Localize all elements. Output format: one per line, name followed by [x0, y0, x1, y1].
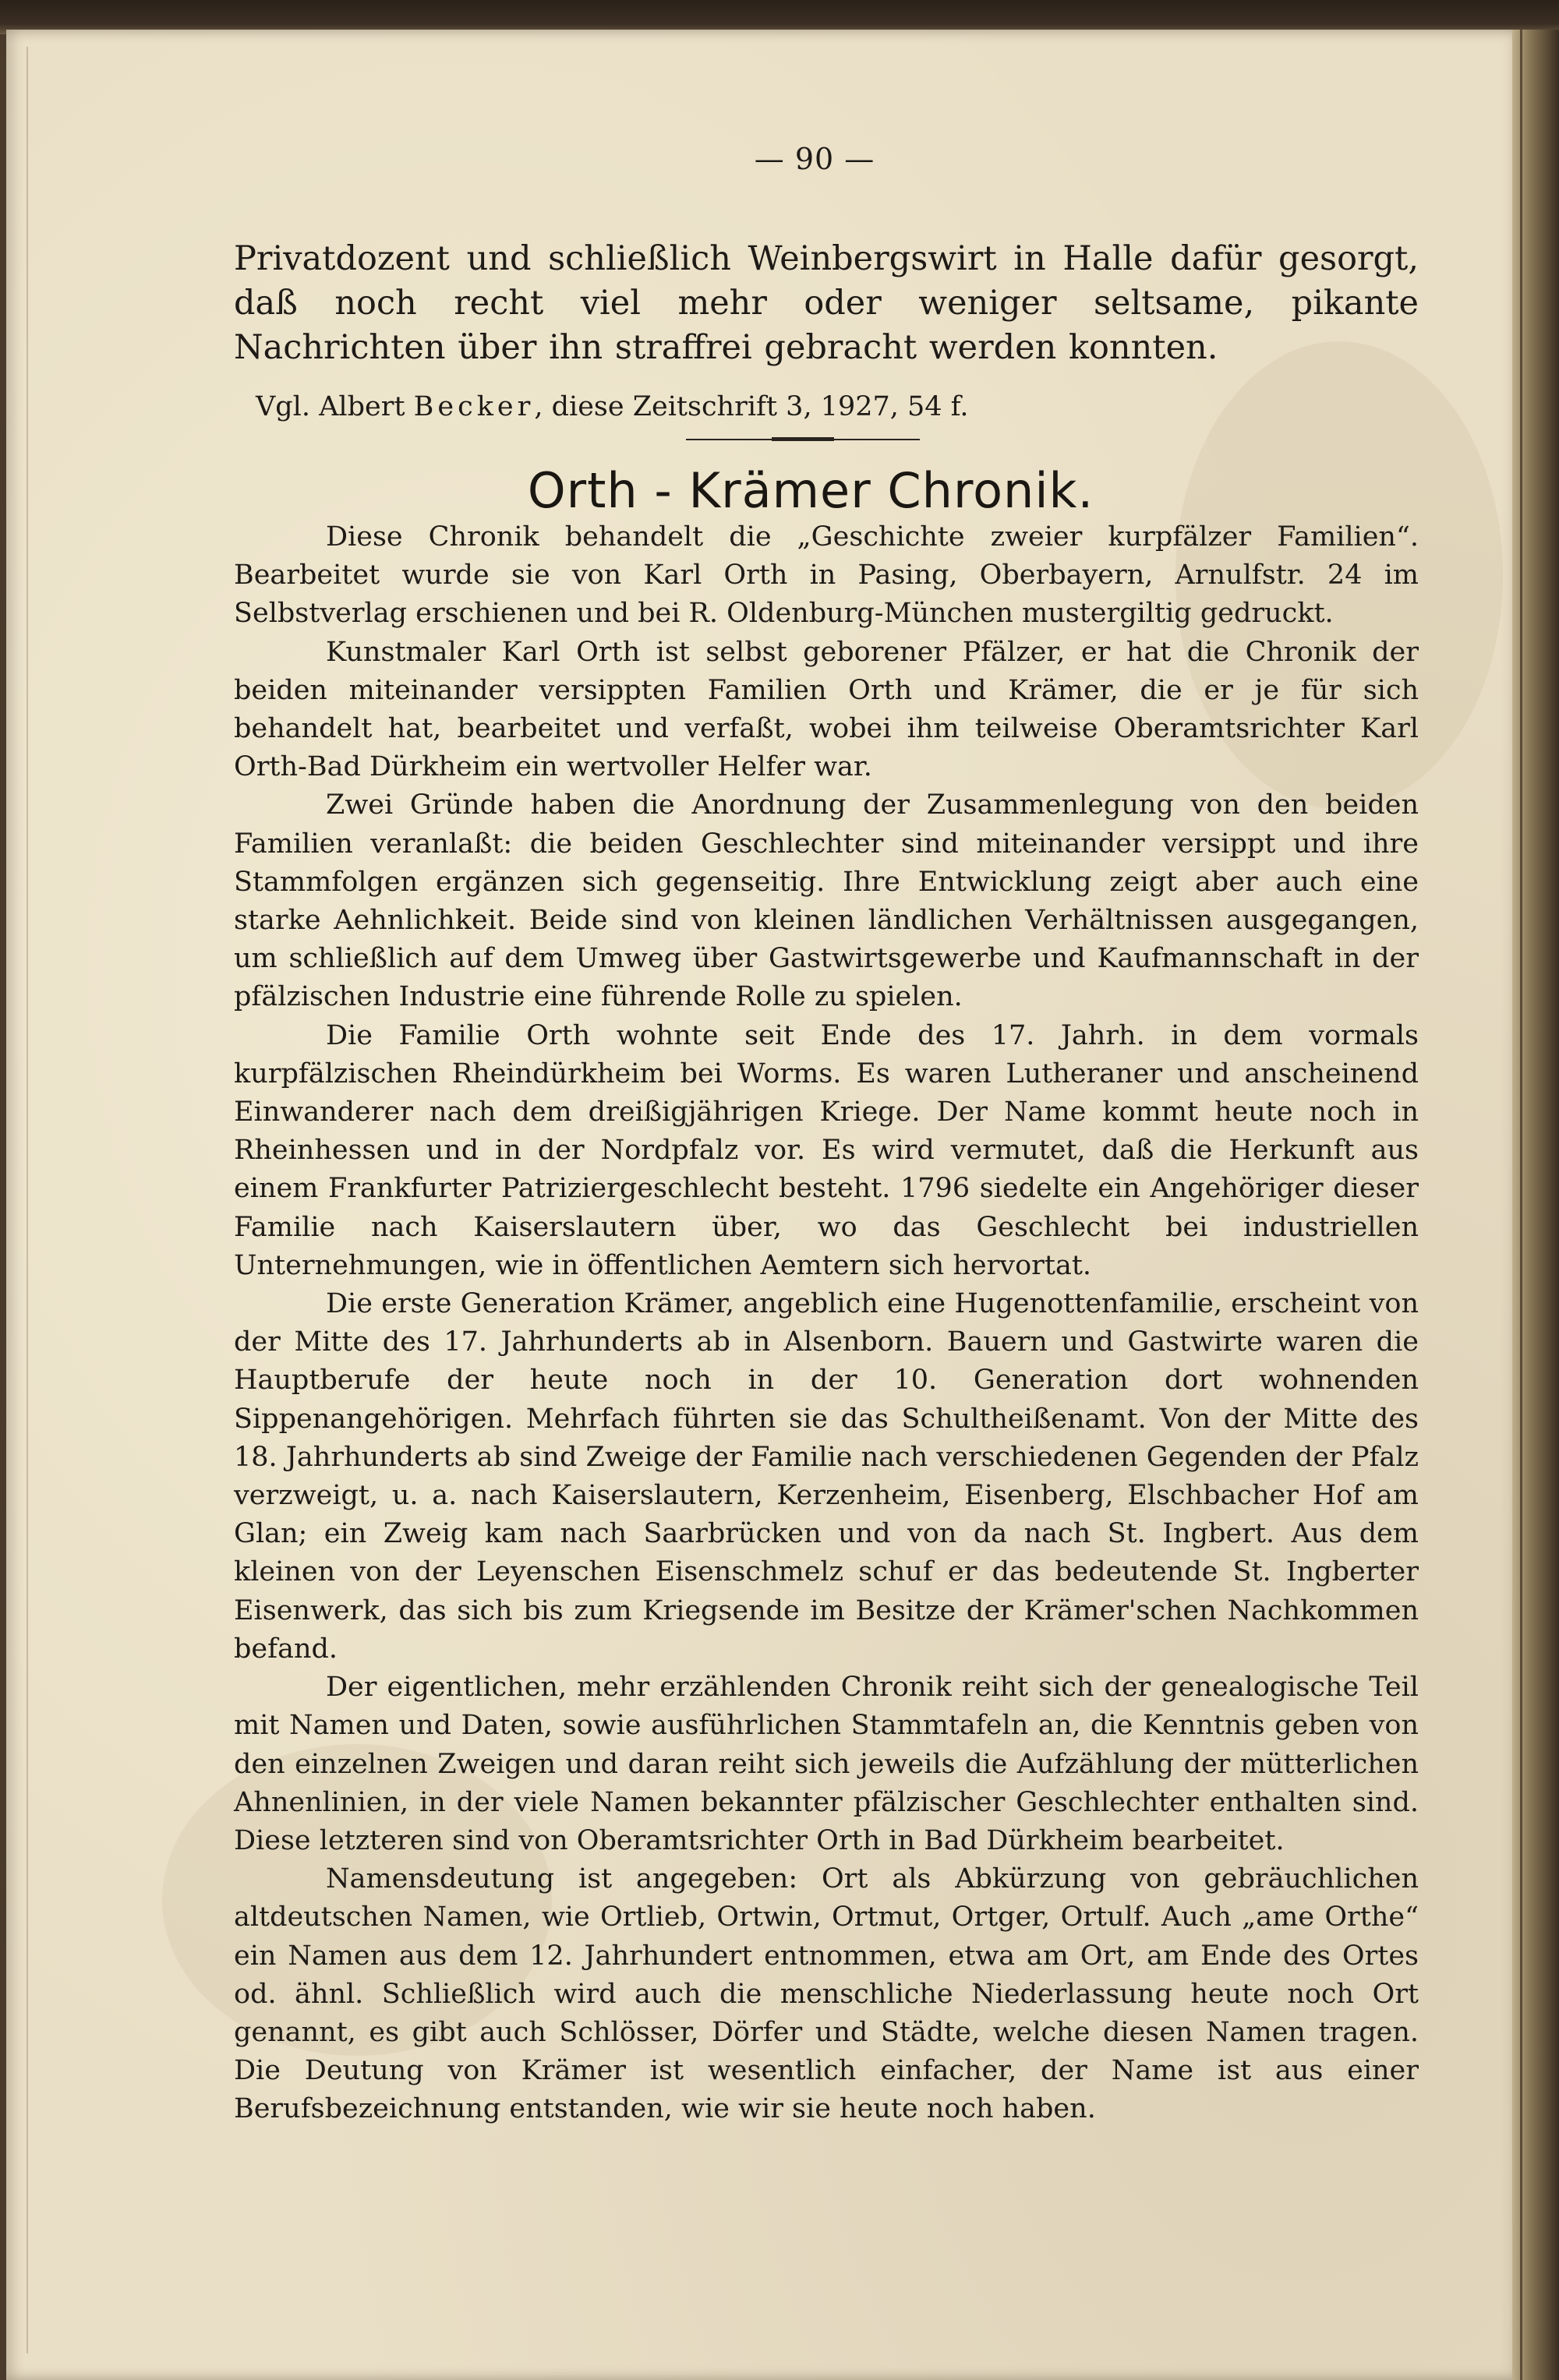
article-paragraph: Kunstmaler Karl Orth ist selbst geborener Pfälzer, er hat die Chronik der beiden miteinander versippten Familien Orth und Krämer, die er je für sich behandelt hat, bearbeitet und verfaßt, wobei ihm teilweise Oberamtsrichter Karl Orth-Bad Dürkheim ein wertvoller Helfer war.	[234, 636, 1419, 783]
reference-prefix: Vgl. Albert	[256, 391, 405, 422]
article-paragraph: Namensdeutung ist angegeben: Ort als Abkürzung von gebräuchlichen altdeutschen Namen, wie Ortlieb, Ortwin, Ortmut, Ortger, Ortulf. Auch „ame Orthe“ ein Namen aus dem 12. Jahrhundert entnommen, etwa am Ort, am Ende des Ortes od. ähnl. Schließlich wird auch die menschliche Niederlassung heute noch Ort genannt, es gibt auch Schlösser, Dörfer und Städte, welche diesen Namen tragen. Die Deutung von Krämer ist wesentlich einfacher, der Name ist aus einer Berufsbezeichnung entstanden, wie wir sie heute noch haben.	[234, 1863, 1419, 2125]
binding-edge	[1512, 30, 1559, 2380]
reference-line	[256, 388, 969, 426]
article-paragraph: Zwei Gründe haben die Anordnung der Zusammenlegung von den beiden Familien veranlaßt: die beiden Geschlechter sind miteinander versippt und ihre Stammfolgen ergänzen sich gegenseitig. Ihre Entwicklung zeigt aber auch eine starke Aehnlichkeit. Beide sind von kleinen ländlichen Verhältnissen ausgegangen, um schließlich auf dem Umweg über Gastwirtsgewerbe und Kaufmannschaft in der pfälzischen Industrie eine führende Rolle zu spielen.	[234, 789, 1419, 1013]
article-body	[234, 518, 1419, 2129]
article-paragraph: Die erste Generation Krämer, angeblich eine Hugenottenfamilie, erscheint von der Mitte des 17. Jahrhunderts ab in Alsenborn. Bauern und Gastwirte waren die Hauptberufe der heute noch in der 10. Generation dort wohnenden Sippenangehörigen. Mehrfach führten sie das Schultheißenamt. Von der Mitte des 18. Jahrhunderts ab sind Zweige der Familie nach verschiedenen Gegenden der Pfalz verzweigt, u. a. nach Kaiserslautern, Kerzenheim, Eisenberg, Elschbacher Hof am Glan; ein Zweig kam nach Saarbrücken und von da nach St. Ingbert. Aus dem kleinen von der Leyenschen Eisenschmelz schuf er das bedeutende St. Ingberter Eisenwerk, das sich bis zum Kriegsende im Besitze der Krämer'schen Nachkommen befand.	[234, 1288, 1419, 1665]
section-heading: Orth - Krämer Chronik.	[527, 462, 1094, 519]
intro-text: Privatdozent und schließlich Weinbergswirt in Halle dafür gesorgt, daß noch recht viel mehr oder weniger seltsame, pikante Nachrichten über ihn straffrei gebracht werden konnten.	[234, 239, 1419, 367]
article-paragraph: Die Familie Orth wohnte seit Ende des 17. Jahrh. in dem vormals kurpfälzischen Rheindürkheim bei Worms. Es waren Lutheraner und anscheinend Einwanderer nach dem dreißigjährigen Kriege. Der Name kommt heute noch in Rheinhessen und in der Nordpfalz vor. Es wird vermutet, daß die Herkunft aus einem Frankfurter Patriziergeschlecht besteht. 1796 siedelte ein Angehöriger dieser Familie nach Kaiserslautern über, wo das Geschlecht bei industriellen Unternehmungen, wie in öffentlichen Aemtern sich hervortat.	[234, 1019, 1419, 1281]
reference-author: Becker	[413, 391, 535, 422]
article-paragraph: Der eigentlichen, mehr erzählenden Chronik reiht sich der genealogische Teil mit Namen und Daten, sowie ausführlichen Stammtafeln an, die Kenntnis geben von den einzelnen Zweigen und daran reiht sich jeweils die Aufzählung der mütterlichen Ahnenlinien, in der viele Namen bekannter pfälzischer Geschlechter enthalten sind. Diese letzteren sind von Oberamtsrichter Orth in Bad Dürkheim bearbeitet.	[234, 1672, 1419, 1856]
section-divider	[686, 439, 920, 440]
gutter-line	[1520, 30, 1522, 2380]
reference-suffix: , diese Zeitschrift 3, 1927, 54 f.	[534, 391, 969, 422]
page-number: — 90 —	[754, 142, 875, 176]
intro-paragraph	[234, 237, 1419, 370]
margin-line	[27, 47, 28, 2354]
article-paragraph: Diese Chronik behandelt die „Geschichte zweier kurpfälzer Familien“. Bearbeitet wurde sie von Karl Orth in Pasing, Oberbayern, Arnulfstr. 24 im Selbstverlag erschienen und bei R. Oldenburg-München mustergiltig gedruckt.	[234, 521, 1419, 630]
